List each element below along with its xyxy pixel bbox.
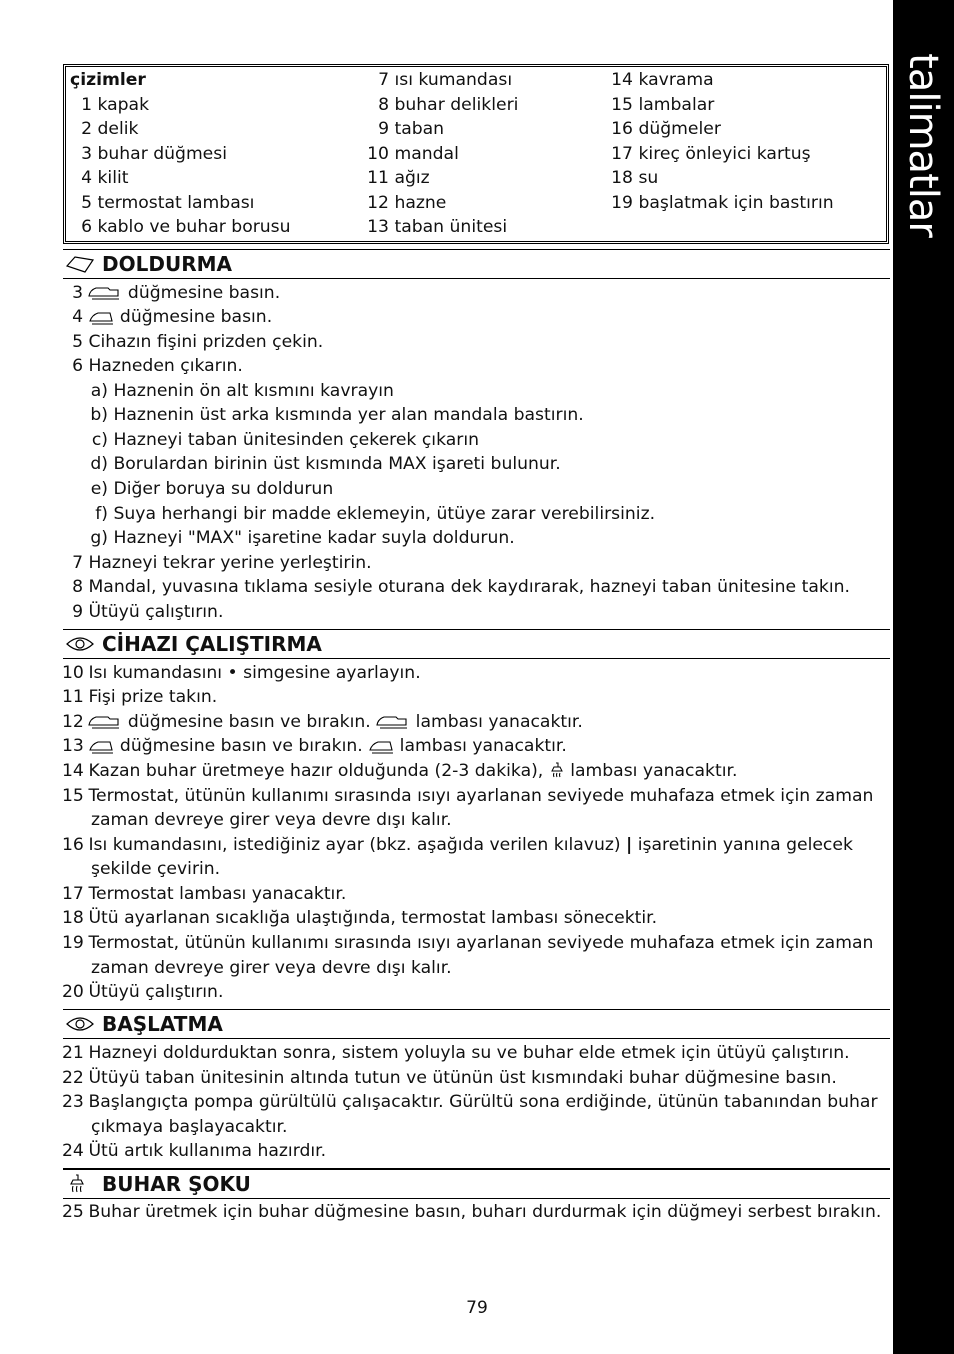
marker-bar: | [626, 835, 633, 855]
legend-item: 6 kablo ve buhar borusu [81, 217, 291, 237]
section-calistirma-header [63, 629, 890, 659]
section-doldurma-header [63, 249, 890, 279]
section-title: BUHAR ŞOKU [102, 1172, 251, 1196]
fill-icon [65, 254, 95, 274]
step-line: 20 Ütüyü çalıştırın. [62, 982, 224, 1002]
step-line: 9 Ütüyü çalıştırın. [72, 602, 224, 622]
page-number: 79 [466, 1298, 488, 1318]
legend-item: 17 kireç önleyici kartuş [611, 143, 811, 164]
step-line: 5 Cihazın fişini prizden çekin. [72, 332, 324, 352]
step-line: 7 Hazneyi tekrar yerine yerleştirin. [72, 553, 372, 573]
step-line: 17 Termostat lambası yanacaktır. [62, 884, 347, 904]
legend-item: 14 kavrama [611, 70, 714, 90]
legend-item: 8 buhar delikleri [378, 94, 519, 115]
step-line-continuation: çıkmaya başlayacaktır. [91, 1117, 288, 1137]
steam-icon [549, 761, 565, 779]
substep-line: b) Haznenin üst arka kısmında yer alan mandala bastırın. [90, 405, 584, 425]
iron-small-icon [88, 309, 114, 325]
legend-item: 18 su [611, 168, 659, 188]
legend-col-2 [367, 68, 518, 240]
side-tab [893, 0, 954, 1354]
substep-line: f) Suya herhangi bir madde eklemeyin, ütüye zarar verebilirsiniz. [95, 504, 656, 524]
legend-item: 13 taban ünitesi [367, 217, 508, 237]
substep-line: g) Hazneyi "MAX" işaretine kadar suyla doldurun. [90, 528, 515, 548]
iron-button-icon [376, 714, 410, 730]
iron-button-icon [88, 285, 122, 301]
substep-line: e) Diğer boruya su doldurun [90, 479, 334, 499]
step-line-continuation: zaman devreye girer veya devre dışı kalır. [91, 958, 452, 978]
step-line: 19 Termostat, ütünün kullanımı sırasında ısıyı ayarlanan seviyede muhafaza etmek için zaman [62, 933, 874, 953]
section-title: DOLDURMA [102, 252, 232, 276]
legend-item: 7 ısı kumandası [378, 70, 513, 90]
steam-icon [65, 1174, 95, 1194]
legend-item: 16 düğmeler [611, 119, 721, 139]
legend-item: 15 lambalar [611, 94, 715, 115]
substep-line: c) Hazneyi taban ünitesinden çekerek çıkarın [91, 430, 479, 450]
step-line: 3 düğmesine basın. [72, 283, 281, 303]
step-line: 11 Fişi prize takın. [62, 687, 218, 707]
substep-line: a) Haznenin ön alt kısmını kavrayın [90, 381, 394, 401]
section-title: CİHAZI ÇALIŞTIRMA [102, 632, 322, 656]
legend-col-3 [611, 68, 834, 215]
step-line: 12 düğmesine basın ve bırakın. lambası yanacaktır. [62, 712, 583, 732]
legend-col-1 [70, 68, 291, 240]
legend-heading: çizimler [70, 70, 146, 90]
step-line: 15 Termostat, ütünün kullanımı sırasında ısıyı ayarlanan seviyede muhafaza etmek için zaman [62, 786, 874, 806]
section-title: BAŞLATMA [102, 1012, 223, 1036]
step-line: 14 Kazan buhar üretmeye hazır olduğunda (2-3 dakika), lambası yanacaktır. [62, 761, 738, 781]
step-line: 25 Buhar üretmek için buhar düğmesine basın, buharı durdurmak için düğmeyi serbest bırakın. [62, 1202, 882, 1222]
side-tab-label: talimatlar [900, 53, 946, 237]
step-line: 16 Isı kumandasını, istediğiniz ayar (bkz. aşağıda verilen kılavuz) | işaretinin yanına gelecek [62, 835, 853, 855]
section-buhar-header [63, 1168, 890, 1199]
legend-item: 11 ağız [367, 168, 430, 188]
legend-item: 5 termostat lambası [81, 192, 255, 213]
step-line: 8 Mandal, yuvasına tıklama sesiyle oturana dek kaydırarak, hazneyi taban ünitesine takın. [72, 577, 850, 597]
step-line: 24 Ütü artık kullanıma hazırdır. [62, 1141, 327, 1161]
step-line: 23 Başlangıçta pompa gürültülü çalışacaktır. Gürültü sona erdiğinde, ütünün tabanından buhar [62, 1092, 878, 1112]
legend-item: 3 buhar düğmesi [81, 143, 227, 164]
legend-item: 2 delik [81, 119, 139, 139]
step-line: 10 Isı kumandasını • simgesine ayarlayın. [62, 663, 421, 683]
section-baslatma-header [63, 1009, 890, 1039]
step-line: 18 Ütü ayarlanan sıcaklığa ulaştığında, termostat lambası sönecektir. [62, 908, 658, 928]
iron-button-icon [88, 714, 122, 730]
legend-item: 9 taban [378, 119, 445, 139]
legend-item: 19 başlatmak için bastırın [611, 192, 834, 213]
step-line: 21 Hazneyi doldurduktan sonra, sistem yoluyla su ve buhar elde etmek için ütüyü çalıştırın. [62, 1043, 850, 1063]
legend-item: 1 kapak [81, 94, 150, 115]
step-line: 22 Ütüyü taban ünitesinin altında tutun ve ütünün üst kısmındaki buhar düğmesine basın. [62, 1068, 837, 1088]
legend-box [63, 64, 889, 244]
substep-line: d) Borulardan birinin üst kısmında MAX işareti bulunur. [90, 454, 561, 474]
step-line: 6 Hazneden çıkarın. [72, 356, 243, 376]
legend-item: 4 kilit [81, 168, 129, 188]
eye-icon [65, 634, 95, 654]
step-line: 4 düğmesine basın. [72, 307, 273, 327]
step-line-continuation: şekilde çevirin. [91, 859, 221, 879]
legend-item: 10 mandal [367, 143, 459, 164]
legend-item: 12 hazne [367, 192, 447, 213]
step-line: 13 düğmesine basın ve bırakın. lambası yanacaktır. [62, 736, 567, 756]
eye-icon [65, 1014, 95, 1034]
iron-small-icon [368, 738, 394, 754]
iron-small-icon [88, 738, 114, 754]
step-line-continuation: zaman devreye girer veya devre dışı kalır. [91, 810, 452, 830]
